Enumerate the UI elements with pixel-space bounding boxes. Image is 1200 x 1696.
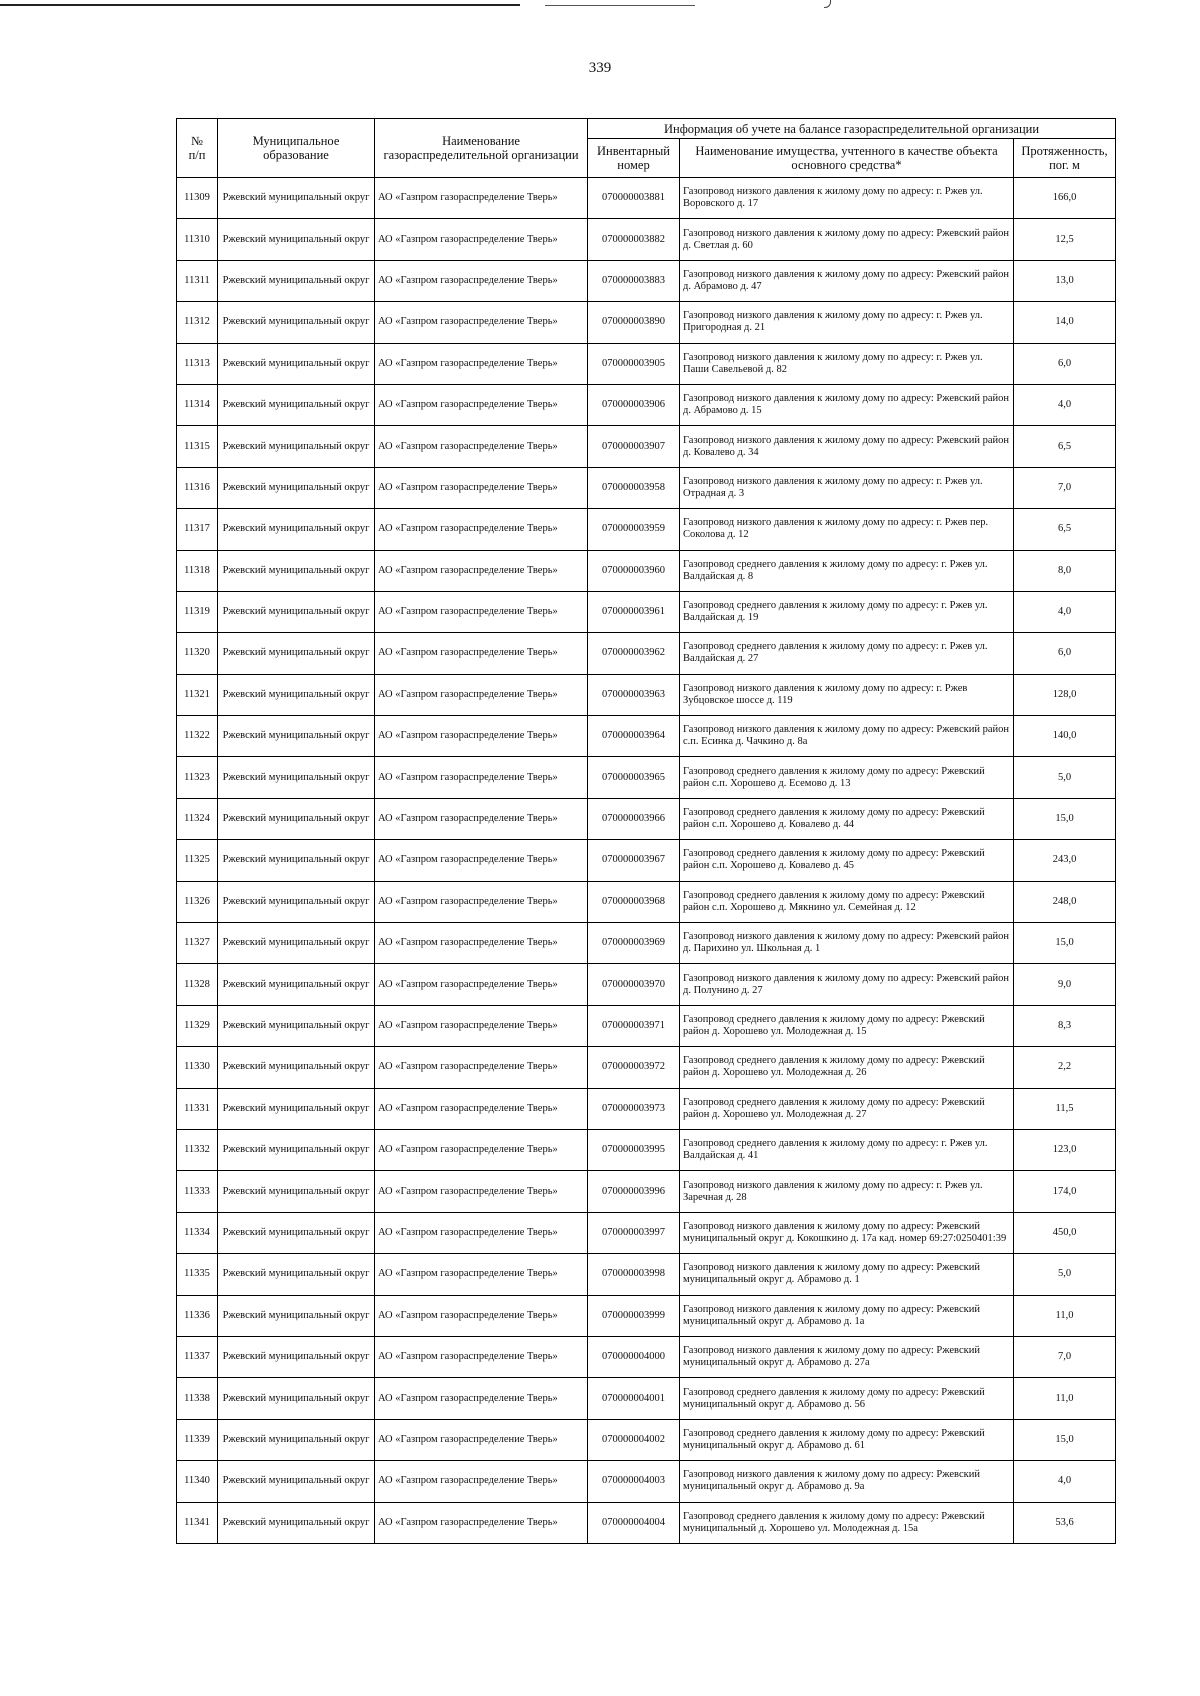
municipality-cell: Ржевский муниципальный округ — [218, 1129, 375, 1170]
inventory-number-cell: 070000004000 — [588, 1336, 680, 1377]
municipality-cell: Ржевский муниципальный округ — [218, 1047, 375, 1088]
property-description-cell: Газопровод низкого давления к жилому дому по адресу: Ржевский район д. Абрамово д. 47 — [680, 260, 1014, 301]
property-description-cell: Газопровод среднего давления к жилому дому по адресу: Ржевский район с.п. Хорошево д. Есемово д. 13 — [680, 757, 1014, 798]
length-cell: 15,0 — [1014, 798, 1116, 839]
scan-top-edge — [0, 0, 1200, 14]
organization-cell: АО «Газпром газораспределение Тверь» — [375, 1212, 588, 1253]
row-number: 11336 — [177, 1295, 218, 1336]
organization-cell: АО «Газпром газораспределение Тверь» — [375, 302, 588, 343]
length-cell: 450,0 — [1014, 1212, 1116, 1253]
municipality-cell: Ржевский муниципальный округ — [218, 1254, 375, 1295]
property-description-cell: Газопровод среднего давления к жилому дому по адресу: г. Ржев ул. Валдайская д. 27 — [680, 633, 1014, 674]
row-number: 11319 — [177, 591, 218, 632]
table-row — [177, 1005, 1116, 1046]
inventory-number-cell: 070000003995 — [588, 1129, 680, 1170]
length-cell: 140,0 — [1014, 716, 1116, 757]
length-cell: 2,2 — [1014, 1047, 1116, 1088]
table-row — [177, 633, 1116, 674]
table-row — [177, 1419, 1116, 1460]
property-description-cell: Газопровод низкого давления к жилому дому по адресу: г. Ржев ул. Пригородная д. 21 — [680, 302, 1014, 343]
municipality-cell: Ржевский муниципальный округ — [218, 219, 375, 260]
municipality-cell: Ржевский муниципальный округ — [218, 881, 375, 922]
length-cell: 6,5 — [1014, 426, 1116, 467]
row-number: 11317 — [177, 509, 218, 550]
property-description-cell: Газопровод среднего давления к жилому дому по адресу: г. Ржев ул. Валдайская д. 41 — [680, 1129, 1014, 1170]
municipality-cell: Ржевский муниципальный округ — [218, 302, 375, 343]
table-row — [177, 757, 1116, 798]
length-cell: 166,0 — [1014, 178, 1116, 219]
table-row — [177, 840, 1116, 881]
organization-cell: АО «Газпром газораспределение Тверь» — [375, 757, 588, 798]
length-cell: 6,0 — [1014, 633, 1116, 674]
row-number: 11331 — [177, 1088, 218, 1129]
property-description-cell: Газопровод низкого давления к жилому дому по адресу: Ржевский район с.п. Есинка д. Чачкино д. 8а — [680, 716, 1014, 757]
municipality-cell: Ржевский муниципальный округ — [218, 1295, 375, 1336]
row-number: 11321 — [177, 674, 218, 715]
organization-cell: АО «Газпром газораспределение Тверь» — [375, 840, 588, 881]
table-body — [177, 178, 1116, 1544]
length-cell: 7,0 — [1014, 1336, 1116, 1377]
municipality-cell: Ржевский муниципальный округ — [218, 260, 375, 301]
table-row — [177, 343, 1116, 384]
municipality-cell: Ржевский муниципальный округ — [218, 426, 375, 467]
table-row — [177, 384, 1116, 425]
property-description-cell: Газопровод низкого давления к жилому дому по адресу: Ржевский район д. Парихино ул. Школьная д. 1 — [680, 923, 1014, 964]
inventory-number-cell: 070000003883 — [588, 260, 680, 301]
inventory-number-cell: 070000003967 — [588, 840, 680, 881]
inventory-number-cell: 070000003907 — [588, 426, 680, 467]
property-description-cell: Газопровод низкого давления к жилому дому по адресу: Ржевский муниципальный округ д. Абрамово д. 9а — [680, 1461, 1014, 1502]
table-row — [177, 1378, 1116, 1419]
municipality-cell: Ржевский муниципальный округ — [218, 467, 375, 508]
header-municipality: Муниципальное образование — [218, 119, 375, 178]
length-cell: 9,0 — [1014, 964, 1116, 1005]
property-description-cell: Газопровод низкого давления к жилому дому по адресу: Ржевский муниципальный округ д. Абрамово д. 1 — [680, 1254, 1014, 1295]
table-row — [177, 260, 1116, 301]
inventory-number-cell: 070000003972 — [588, 1047, 680, 1088]
scan-top-rule — [0, 4, 520, 6]
organization-cell: АО «Газпром газораспределение Тверь» — [375, 1129, 588, 1170]
organization-cell: АО «Газпром газораспределение Тверь» — [375, 1254, 588, 1295]
municipality-cell: Ржевский муниципальный округ — [218, 591, 375, 632]
municipality-cell: Ржевский муниципальный округ — [218, 757, 375, 798]
property-description-cell: Газопровод низкого давления к жилому дому по адресу: г. Ржев пер. Соколова д. 12 — [680, 509, 1014, 550]
property-description-cell: Газопровод среднего давления к жилому дому по адресу: Ржевский район д. Хорошево ул. Молодежная д. 26 — [680, 1047, 1014, 1088]
inventory-number-cell: 070000003999 — [588, 1295, 680, 1336]
inventory-number-cell: 070000003968 — [588, 881, 680, 922]
length-cell: 11,0 — [1014, 1378, 1116, 1419]
header-balance-group: Информация об учете на балансе газораспределительной организации — [588, 119, 1116, 139]
table-row — [177, 219, 1116, 260]
row-number: 11326 — [177, 881, 218, 922]
row-number: 11325 — [177, 840, 218, 881]
property-description-cell: Газопровод среднего давления к жилому дому по адресу: Ржевский район с.п. Хорошево д. Мякнино ул. Семейная д. 12 — [680, 881, 1014, 922]
organization-cell: АО «Газпром газораспределение Тверь» — [375, 1005, 588, 1046]
municipality-cell: Ржевский муниципальный округ — [218, 964, 375, 1005]
row-number: 11340 — [177, 1461, 218, 1502]
organization-cell: АО «Газпром газораспределение Тверь» — [375, 384, 588, 425]
organization-cell: АО «Газпром газораспределение Тверь» — [375, 674, 588, 715]
property-description-cell: Газопровод низкого давления к жилому дому по адресу: г. Ржев ул. Паши Савельевой д. 82 — [680, 343, 1014, 384]
organization-cell: АО «Газпром газораспределение Тверь» — [375, 798, 588, 839]
length-cell: 243,0 — [1014, 840, 1116, 881]
row-number: 11309 — [177, 178, 218, 219]
length-cell: 11,0 — [1014, 1295, 1116, 1336]
inventory-number-cell: 070000003890 — [588, 302, 680, 343]
property-description-cell: Газопровод низкого давления к жилому дому по адресу: Ржевский муниципальный округ д. Кокошкино д. 17а кад. номер 69:27:0250401:39 — [680, 1212, 1014, 1253]
length-cell: 248,0 — [1014, 881, 1116, 922]
organization-cell: АО «Газпром газораспределение Тверь» — [375, 550, 588, 591]
length-cell: 174,0 — [1014, 1171, 1116, 1212]
header-num: № п/п — [177, 119, 218, 178]
register-table — [176, 118, 1116, 1544]
property-description-cell: Газопровод среднего давления к жилому дому по адресу: Ржевский муниципальный округ д. Абрамово д. 61 — [680, 1419, 1014, 1460]
inventory-number-cell: 070000003973 — [588, 1088, 680, 1129]
header-property: Наименование имущества, учтенного в качестве объекта основного средства* — [680, 139, 1014, 178]
inventory-number-cell: 070000003998 — [588, 1254, 680, 1295]
property-description-cell: Газопровод низкого давления к жилому дому по адресу: Ржевский район д. Светлая д. 60 — [680, 219, 1014, 260]
property-description-cell: Газопровод среднего давления к жилому дому по адресу: Ржевский район д. Хорошево ул. Молодежная д. 15 — [680, 1005, 1014, 1046]
table-row — [177, 509, 1116, 550]
organization-cell: АО «Газпром газораспределение Тверь» — [375, 343, 588, 384]
property-description-cell: Газопровод среднего давления к жилому дому по адресу: г. Ржев ул. Валдайская д. 19 — [680, 591, 1014, 632]
inventory-number-cell: 070000003905 — [588, 343, 680, 384]
row-number: 11322 — [177, 716, 218, 757]
row-number: 11310 — [177, 219, 218, 260]
row-number: 11311 — [177, 260, 218, 301]
organization-cell: АО «Газпром газораспределение Тверь» — [375, 1295, 588, 1336]
table-row — [177, 1088, 1116, 1129]
length-cell: 4,0 — [1014, 384, 1116, 425]
inventory-number-cell: 070000003962 — [588, 633, 680, 674]
table-header — [177, 119, 1116, 178]
length-cell: 4,0 — [1014, 591, 1116, 632]
table-row — [177, 426, 1116, 467]
property-description-cell: Газопровод низкого давления к жилому дому по адресу: г. Ржев ул. Воровского д. 17 — [680, 178, 1014, 219]
length-cell: 6,5 — [1014, 509, 1116, 550]
municipality-cell: Ржевский муниципальный округ — [218, 384, 375, 425]
row-number: 11330 — [177, 1047, 218, 1088]
municipality-cell: Ржевский муниципальный округ — [218, 1419, 375, 1460]
organization-cell: АО «Газпром газораспределение Тверь» — [375, 1378, 588, 1419]
row-number: 11312 — [177, 302, 218, 343]
municipality-cell: Ржевский муниципальный округ — [218, 178, 375, 219]
municipality-cell: Ржевский муниципальный округ — [218, 1212, 375, 1253]
page-number: 339 — [588, 60, 612, 76]
organization-cell: АО «Газпром газораспределение Тверь» — [375, 219, 588, 260]
municipality-cell: Ржевский муниципальный округ — [218, 798, 375, 839]
inventory-number-cell: 070000003964 — [588, 716, 680, 757]
table-row — [177, 798, 1116, 839]
inventory-number-cell: 070000004002 — [588, 1419, 680, 1460]
length-cell: 7,0 — [1014, 467, 1116, 508]
length-cell: 15,0 — [1014, 923, 1116, 964]
length-cell: 123,0 — [1014, 1129, 1116, 1170]
table-row — [177, 591, 1116, 632]
organization-cell: АО «Газпром газораспределение Тверь» — [375, 260, 588, 301]
row-number: 11316 — [177, 467, 218, 508]
inventory-number-cell: 070000003959 — [588, 509, 680, 550]
inventory-number-cell: 070000004001 — [588, 1378, 680, 1419]
inventory-number-cell: 070000004004 — [588, 1502, 680, 1543]
property-description-cell: Газопровод низкого давления к жилому дому по адресу: Ржевский район д. Абрамово д. 15 — [680, 384, 1014, 425]
row-number: 11323 — [177, 757, 218, 798]
row-number: 11315 — [177, 426, 218, 467]
municipality-cell: Ржевский муниципальный округ — [218, 343, 375, 384]
table-row — [177, 881, 1116, 922]
inventory-number-cell: 070000003997 — [588, 1212, 680, 1253]
inventory-number-cell: 070000003969 — [588, 923, 680, 964]
municipality-cell: Ржевский муниципальный округ — [218, 509, 375, 550]
table-row — [177, 1336, 1116, 1377]
property-description-cell: Газопровод среднего давления к жилому дому по адресу: Ржевский район с.п. Хорошево д. Ковалево д. 45 — [680, 840, 1014, 881]
table-row — [177, 964, 1116, 1005]
row-number: 11332 — [177, 1129, 218, 1170]
length-cell: 14,0 — [1014, 302, 1116, 343]
organization-cell: АО «Газпром газораспределение Тверь» — [375, 1461, 588, 1502]
scan-top-rule — [545, 5, 695, 6]
length-cell: 5,0 — [1014, 757, 1116, 798]
length-cell: 12,5 — [1014, 219, 1116, 260]
organization-cell: АО «Газпром газораспределение Тверь» — [375, 1502, 588, 1543]
row-number: 11334 — [177, 1212, 218, 1253]
table-row — [177, 1295, 1116, 1336]
inventory-number-cell: 070000003958 — [588, 467, 680, 508]
row-number: 11328 — [177, 964, 218, 1005]
property-description-cell: Газопровод низкого давления к жилому дому по адресу: Ржевский район д. Ковалево д. 34 — [680, 426, 1014, 467]
organization-cell: АО «Газпром газораспределение Тверь» — [375, 509, 588, 550]
property-description-cell: Газопровод низкого давления к жилому дому по адресу: Ржевский район д. Полунино д. 27 — [680, 964, 1014, 1005]
property-description-cell: Газопровод низкого давления к жилому дому по адресу: г. Ржев ул. Заречная д. 28 — [680, 1171, 1014, 1212]
table-row — [177, 1254, 1116, 1295]
municipality-cell: Ржевский муниципальный округ — [218, 1378, 375, 1419]
inventory-number-cell: 070000003882 — [588, 219, 680, 260]
row-number: 11313 — [177, 343, 218, 384]
inventory-number-cell: 070000003963 — [588, 674, 680, 715]
property-description-cell: Газопровод низкого давления к жилому дому по адресу: г. Ржев ул. Отрадная д. 3 — [680, 467, 1014, 508]
length-cell: 53,6 — [1014, 1502, 1116, 1543]
inventory-number-cell: 070000003881 — [588, 178, 680, 219]
property-description-cell: Газопровод низкого давления к жилому дому по адресу: Ржевский муниципальный округ д. Абрамово д. 1а — [680, 1295, 1014, 1336]
row-number: 11339 — [177, 1419, 218, 1460]
property-description-cell: Газопровод низкого давления к жилому дому по адресу: Ржевский муниципальный округ д. Абрамово д. 27а — [680, 1336, 1014, 1377]
inventory-number-cell: 070000003965 — [588, 757, 680, 798]
row-number: 11341 — [177, 1502, 218, 1543]
table-row — [177, 550, 1116, 591]
organization-cell: АО «Газпром газораспределение Тверь» — [375, 1336, 588, 1377]
municipality-cell: Ржевский муниципальный округ — [218, 1088, 375, 1129]
length-cell: 13,0 — [1014, 260, 1116, 301]
length-cell: 4,0 — [1014, 1461, 1116, 1502]
property-description-cell: Газопровод среднего давления к жилому дому по адресу: Ржевский район д. Хорошево ул. Молодежная д. 27 — [680, 1088, 1014, 1129]
organization-cell: АО «Газпром газораспределение Тверь» — [375, 716, 588, 757]
length-cell: 8,3 — [1014, 1005, 1116, 1046]
table-row — [177, 674, 1116, 715]
inventory-number-cell: 070000003960 — [588, 550, 680, 591]
table-row — [177, 1047, 1116, 1088]
table-row — [177, 1502, 1116, 1543]
table-row — [177, 923, 1116, 964]
property-description-cell: Газопровод среднего давления к жилому дому по адресу: Ржевский муниципальный округ д. Абрамово д. 56 — [680, 1378, 1014, 1419]
table-row — [177, 1461, 1116, 1502]
table-row — [177, 1212, 1116, 1253]
scan-top-bracket — [824, 0, 831, 8]
property-description-cell: Газопровод среднего давления к жилому дому по адресу: Ржевский муниципальный д. Хорошево ул. Молодежная д. 15а — [680, 1502, 1014, 1543]
organization-cell: АО «Газпром газораспределение Тверь» — [375, 923, 588, 964]
header-length: Протяженность, пог. м — [1014, 139, 1116, 178]
municipality-cell: Ржевский муниципальный округ — [218, 633, 375, 674]
inventory-number-cell: 070000003970 — [588, 964, 680, 1005]
property-description-cell: Газопровод среднего давления к жилому дому по адресу: г. Ржев ул. Валдайская д. 8 — [680, 550, 1014, 591]
header-inventory: Инвентарный номер — [588, 139, 680, 178]
row-number: 11314 — [177, 384, 218, 425]
municipality-cell: Ржевский муниципальный округ — [218, 550, 375, 591]
length-cell: 15,0 — [1014, 1419, 1116, 1460]
organization-cell: АО «Газпром газораспределение Тверь» — [375, 1047, 588, 1088]
length-cell: 5,0 — [1014, 1254, 1116, 1295]
inventory-number-cell: 070000003906 — [588, 384, 680, 425]
length-cell: 6,0 — [1014, 343, 1116, 384]
organization-cell: АО «Газпром газораспределение Тверь» — [375, 426, 588, 467]
organization-cell: АО «Газпром газораспределение Тверь» — [375, 591, 588, 632]
municipality-cell: Ржевский муниципальный округ — [218, 674, 375, 715]
inventory-number-cell: 070000003966 — [588, 798, 680, 839]
row-number: 11338 — [177, 1378, 218, 1419]
row-number: 11327 — [177, 923, 218, 964]
organization-cell: АО «Газпром газораспределение Тверь» — [375, 633, 588, 674]
table-row — [177, 716, 1116, 757]
inventory-number-cell: 070000003961 — [588, 591, 680, 632]
row-number: 11318 — [177, 550, 218, 591]
row-number: 11324 — [177, 798, 218, 839]
municipality-cell: Ржевский муниципальный округ — [218, 1005, 375, 1046]
organization-cell: АО «Газпром газораспределение Тверь» — [375, 881, 588, 922]
municipality-cell: Ржевский муниципальный округ — [218, 840, 375, 881]
property-description-cell: Газопровод низкого давления к жилому дому по адресу: г. Ржев Зубцовское шоссе д. 119 — [680, 674, 1014, 715]
row-number: 11333 — [177, 1171, 218, 1212]
length-cell: 11,5 — [1014, 1088, 1116, 1129]
inventory-number-cell: 070000003971 — [588, 1005, 680, 1046]
inventory-number-cell: 070000003996 — [588, 1171, 680, 1212]
organization-cell: АО «Газпром газораспределение Тверь» — [375, 178, 588, 219]
organization-cell: АО «Газпром газораспределение Тверь» — [375, 964, 588, 1005]
table-row — [177, 1129, 1116, 1170]
municipality-cell: Ржевский муниципальный округ — [218, 1461, 375, 1502]
organization-cell: АО «Газпром газораспределение Тверь» — [375, 467, 588, 508]
municipality-cell: Ржевский муниципальный округ — [218, 1336, 375, 1377]
organization-cell: АО «Газпром газораспределение Тверь» — [375, 1419, 588, 1460]
length-cell: 128,0 — [1014, 674, 1116, 715]
length-cell: 8,0 — [1014, 550, 1116, 591]
table-row — [177, 178, 1116, 219]
table-row — [177, 467, 1116, 508]
property-description-cell: Газопровод среднего давления к жилому дому по адресу: Ржевский район с.п. Хорошево д. Ковалево д. 44 — [680, 798, 1014, 839]
table-row — [177, 1171, 1116, 1212]
row-number: 11335 — [177, 1254, 218, 1295]
municipality-cell: Ржевский муниципальный округ — [218, 923, 375, 964]
municipality-cell: Ржевский муниципальный округ — [218, 1502, 375, 1543]
organization-cell: АО «Газпром газораспределение Тверь» — [375, 1171, 588, 1212]
header-organization: Наименование газораспределительной организации — [375, 119, 588, 178]
table-row — [177, 302, 1116, 343]
municipality-cell: Ржевский муниципальный округ — [218, 716, 375, 757]
inventory-number-cell: 070000004003 — [588, 1461, 680, 1502]
organization-cell: АО «Газпром газораспределение Тверь» — [375, 1088, 588, 1129]
municipality-cell: Ржевский муниципальный округ — [218, 1171, 375, 1212]
row-number: 11320 — [177, 633, 218, 674]
row-number: 11329 — [177, 1005, 218, 1046]
row-number: 11337 — [177, 1336, 218, 1377]
